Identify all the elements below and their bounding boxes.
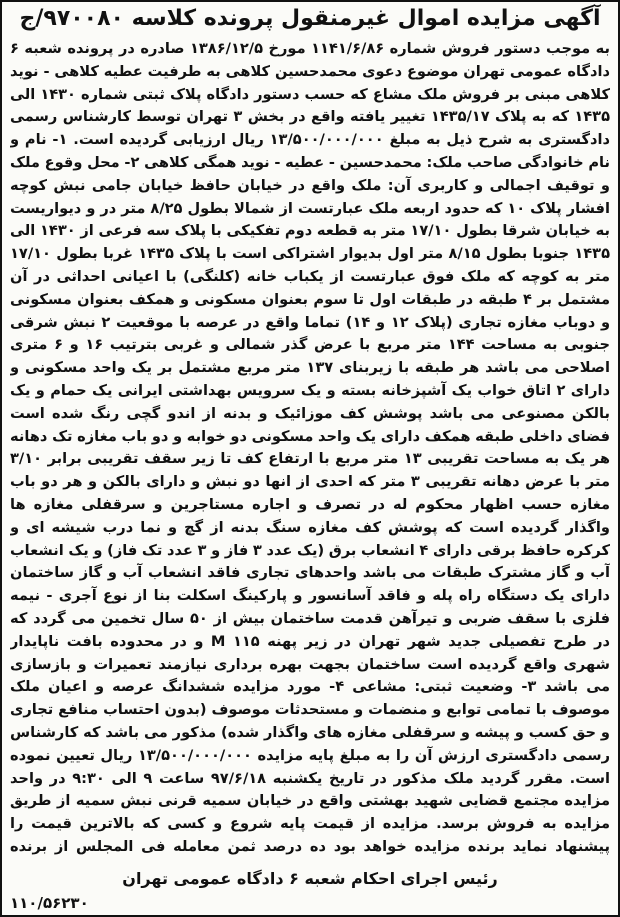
- notice-signature: رئیس اجرای احکام شعبه ۶ دادگاه عمومی تهران: [122, 869, 498, 888]
- notice-title: آگهی مزایده اموال غیرمنقول پرونده کلاسه ۹۷۰۰۸۰/ج: [19, 6, 601, 31]
- notice-code: ۱۱۰/۵۶۲۳۰: [10, 894, 89, 912]
- notice-body: به موجب دستور فروش شماره ۱۱۴۱/۶/۸۶ مورخ ۱۳۸۶/۱۲/۵ صادره در پرونده شعبه ۶ دادگاه عمومی تهران موضوع دعوی محمدحسین کلاهی به طرفیت عطیه کلاهی - نوید کلاهی مبنی بر فروش ملک مشاع که حسب دستور دادگاه پلاک ثبتی شماره ۱۴۳۰ الی ۱۴۳۵ که به پلاک ۱۴۳۵/۱۷ تغییر یافته واقع در بخش ۳ تهران توسط کارشناس رسمی دادگستری به شرح ذیل به مبلغ ۱۳/۵۰۰/۰۰۰/۰۰۰ ریال ارزیابی گردیده است. ۱- نام و نام خانوادگی صاحب ملک: محمدحسین - عطیه - نوید همگی کلاهی ۲- محل وقوع ملک و توقیف اجمالی و کاربری آن: ملک واقع در خیابان حافظ خیابان جامی نبش کوچه افشار پلاک ۱۰ که حدود اربعه ملک عبارتست از شمالا بطول ۸/۲۵ متر در و دیواریست به خیابان شرقا بطول ۱۷/۱۰ متر به قطعه دوم تفکیکی با پلاک سه فرعی از ۱۴۳۰ الی ۱۴۳۵ جنوبا بطول ۸/۱۵ متر اول بدیوار اشتراکی است با پلاک ۱۴۳۵ غربا بطول ۱۷/۱۰ متر به کوچه که ملک فوق عبارتست از یکباب خانه (کلنگی) با اعیانی احداثی در آن مشتمل بر ۴ طبقه در طبقات اول تا سوم بعنوان مسکونی و همکف بعنوان مسکونی و دوباب مغازه تجاری (پلاک ۱۲ و ۱۴) تماما واقع در عرصه با موقعیت ۲ نبش شرقی جنوبی به مساحت ۱۴۴ متر مربع با عرض گذر شمالی و غربی بترتیب ۱۶ و ۶ متری اصلاحی می باشد هر طبقه با زیربنای ۱۳۷ متر مربع مشتمل بر یک واحد مسکونی و دارای ۲ اتاق خواب یک آشپزخانه بسته و یک سرویس بهداشتی ایرانی یک حمام و یک بالکن مصنوعی می باشد پوشش کف موزائیک و بدنه از اندو گچی رنگ شده است فضای داخلی طبقه همکف دارای یک واحد مسکونی دو خوابه و دو باب مغازه تک دهانه هر یک به مساحت تقریبی ۱۳ متر مربع با ارتفاع کف تا زیر سقف تقریبی برابر ۳/۱۰ متر با عرض دهانه تقریبی ۳ متر که احدی از انها دو نبش و دارای بالکن و هر دو باب مغازه حسب اظهار محکوم له در تصرف و اجاره مستاجرین و سرقفلی مغازه ها واگذار گردیده است که پوشش کف مغازه سنگ بدنه از گچ و نما درب شیشه ای و کرکره حافظ برقی دارای ۴ انشعاب برق (یک عدد ۳ فاز و ۳ عدد تک فاز) و یک انشعاب آب و گاز مشترک طبقات می باشد واحدهای تجاری فاقد انشعاب آب و گاز ساختمان دارای یک دستگاه راه پله و فاقد آسانسور و پارکینگ اسکلت بنا از نوع آجری - نیمه فلزی با سقف ضربی و تیرآهن قدمت ساختمان بیش از ۵۰ سال تخمین می گردد که در طرح تفصیلی جدید شهر تهران در زیر پهنه M ۱۱۵ و در محدوده بافت ناپایدار شهری واقع گردیده است ساختمان بجهت بهره برداری نیازمند تعمیرات و بازسازی می باشد ۳- وضعیت ثبتی: مشاعی ۴- مورد مزایده ششدانگ عرصه و اعیان ملک موصوف با تمامی توابع و منضمات و مستحدثات موصوف (بدون احتساب منافع تجاری و حق کسب و پیشه و سرقفلی مغازه های واگذار شده) مذکور می باشد که کارشناس رسمی دادگستری ارزش آن را به مبلغ پایه مزایده ۱۳/۵۰۰/۰۰۰/۰۰۰ ریال تعیین نموده است. مقرر گردید ملک مذکور در تاریخ یکشنبه ۹۷/۶/۱۸ ساعت ۹ الی ۹:۳۰ در واحد مزایده مجتمع قضایی شهید بهشتی واقع در خیابان سمیه قرنی نبش سمیه از طریق مزایده به فروش برسد. مزایده از قیمت پایه شروع و کسی که بالاترین قیمت را پیشنهاد نماید برنده مزایده خواهد بود ده درصد ثمن معامله فی المجلس از برنده: [10, 40, 610, 855]
